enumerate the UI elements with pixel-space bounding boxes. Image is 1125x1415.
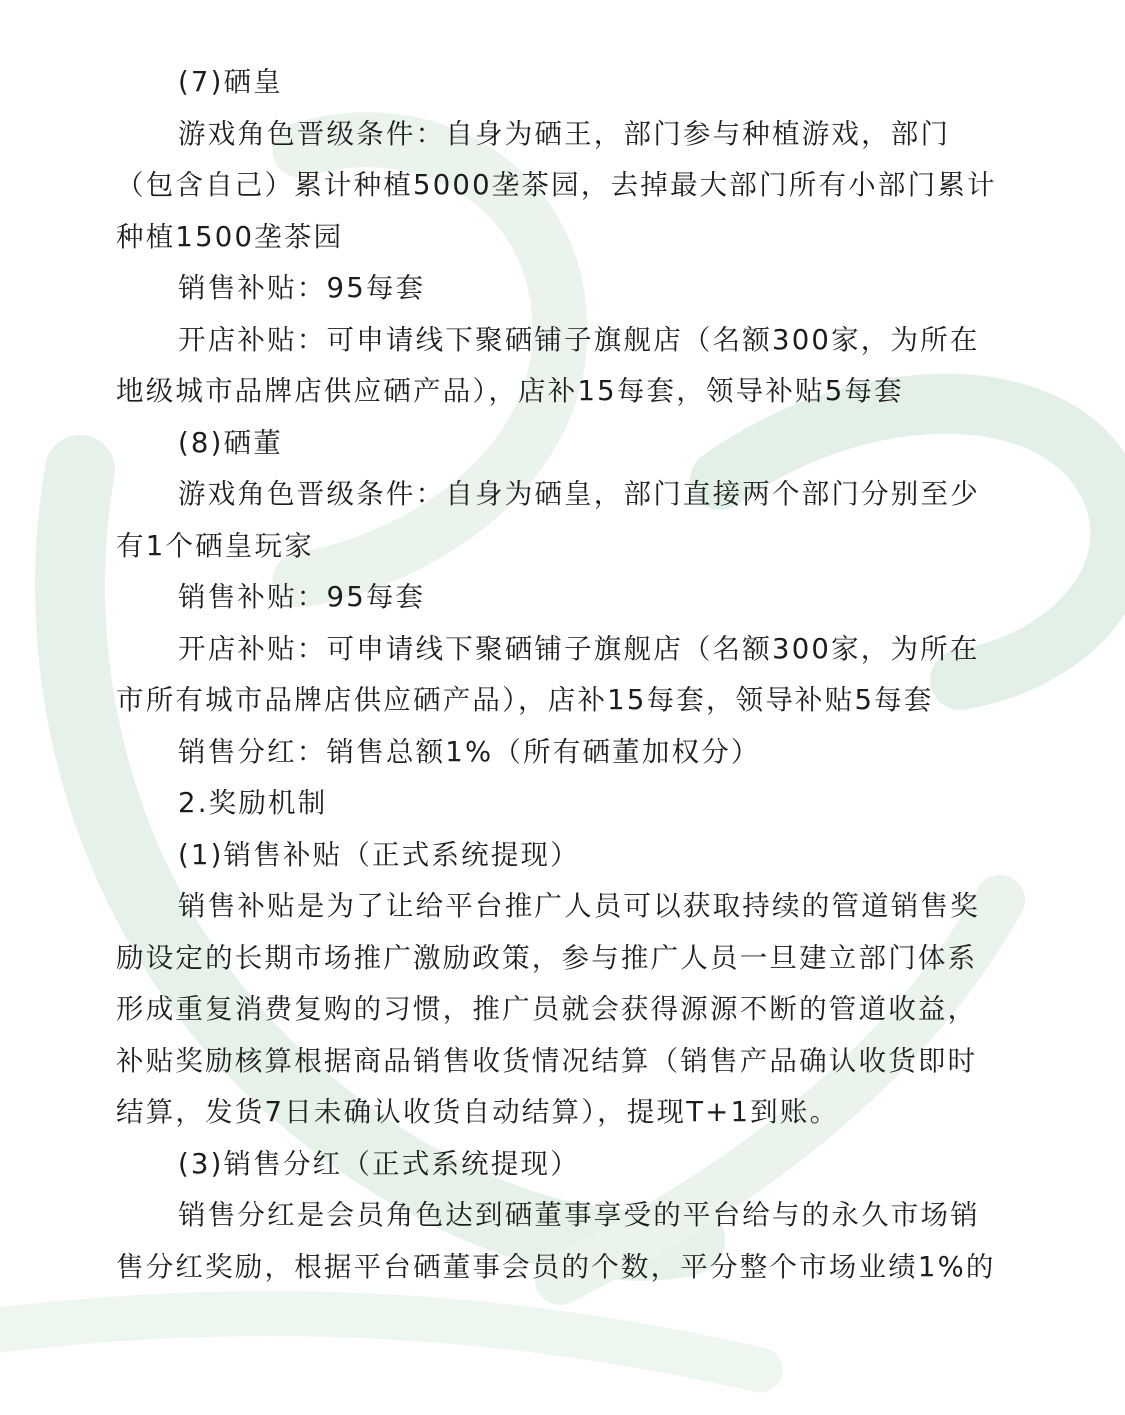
paragraph-line: 形成重复消费复购的习惯，推广员就会获得源源不断的管道收益， bbox=[116, 993, 978, 1025]
paragraph-line: 开店补贴：可申请线下聚硒铺子旗舰店（名额300家，为所在 bbox=[178, 632, 980, 665]
heading-7-selenium-emperor: (7)硒皇 bbox=[178, 66, 283, 98]
paragraph-line: 游戏角色晋级条件：自身为硒王，部门参与种植游戏，部门 bbox=[178, 117, 951, 150]
heading-3-sales-dividend: (3)销售分红（正式系统提现） bbox=[178, 1147, 580, 1180]
paragraph-line: （包含自己）累计种植5000垄茶园，去掉最大部门所有小部门累计 bbox=[116, 169, 997, 201]
heading-8-selenium-director: (8)硒董 bbox=[178, 426, 283, 459]
paragraph-line: 地级城市品牌店供应硒产品），店补15每套，领导补贴5每套 bbox=[116, 375, 904, 407]
paragraph-line: 结算，发货7日未确认收货自动结算），提现T+1到账。 bbox=[116, 1096, 840, 1128]
paragraph-line: 励设定的长期市场推广激励政策，参与推广人员一旦建立部门体系 bbox=[116, 941, 978, 974]
paragraph-line: 销售补贴是为了让给平台推广人员可以获取持续的管道销售奖 bbox=[178, 890, 980, 922]
paragraph-line: 开店补贴：可申请线下聚硒铺子旗舰店（名额300家，为所在 bbox=[178, 323, 980, 356]
paragraph-line: 销售补贴：95每套 bbox=[178, 581, 426, 613]
paragraph-line: 市所有城市品牌店供应硒产品），店补15每套，领导补贴5每套 bbox=[116, 684, 934, 716]
paragraph-line: 销售补贴：95每套 bbox=[178, 272, 426, 304]
paragraph-line: 销售分红：销售总额1%（所有硒董加权分） bbox=[178, 735, 761, 768]
heading-1-sales-subsidy: (1)销售补贴（正式系统提现） bbox=[178, 838, 580, 871]
paragraph-line: 补贴奖励核算根据商品销售收货情况结算（销售产品确认收货即时 bbox=[116, 1044, 978, 1077]
paragraph-line: 种植1500垄茶园 bbox=[116, 220, 344, 253]
paragraph-line: 有1个硒皇玩家 bbox=[116, 529, 314, 562]
paragraph-line: 销售分红是会员角色达到硒董事享受的平台给与的永久市场销 bbox=[178, 1199, 980, 1231]
paragraph-line: 游戏角色晋级条件：自身为硒皇，部门直接两个部门分别至少 bbox=[178, 478, 980, 510]
paragraph-line: 售分红奖励，根据平台硒董事会员的个数，平分整个市场业绩1%的 bbox=[116, 1250, 996, 1283]
heading-2-reward-mechanism: 2.奖励机制 bbox=[178, 787, 328, 819]
